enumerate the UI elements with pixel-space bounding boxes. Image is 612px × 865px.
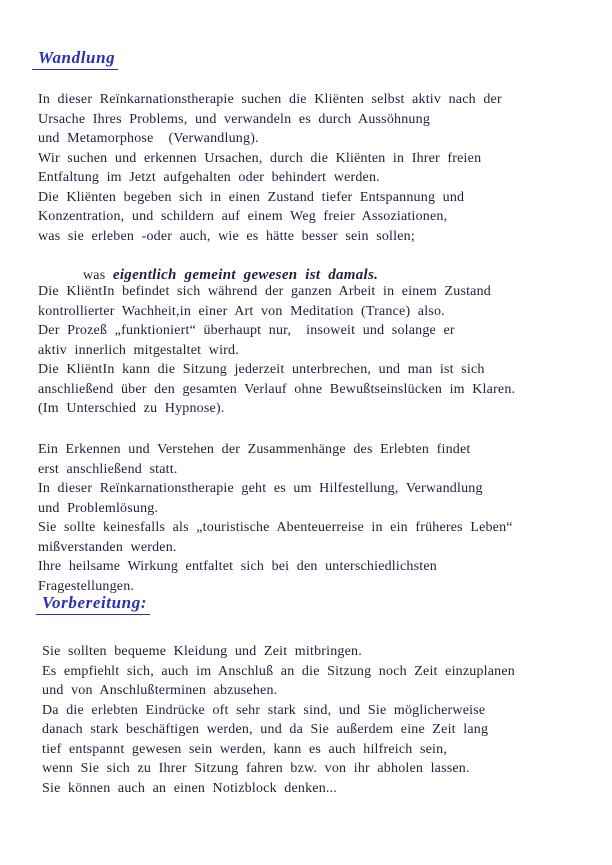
- text-line: Es empfiehlt sich, auch im Anschluß an die Sitzung noch Zeit einzuplanen: [42, 663, 515, 679]
- text-line: aktiv innerlich mitgestaltet wird.: [38, 342, 239, 358]
- emphasized-text: eigentlich gemeint gewesen ist damals.: [112, 266, 379, 283]
- text-line: Konzentration, und schildern auf einem Weg freier Assoziationen,: [38, 209, 448, 224]
- text-line: In dieser Reïnkarnationstherapie suchen die Kliënten selbst aktiv nach der: [38, 92, 502, 107]
- text-line: Die KliëntIn befindet sich während der ganzen Arbeit in einem Zustand: [38, 284, 492, 299]
- text-line: danach stark beschäftigen werden, und da Sie außerdem eine Zeit lang: [42, 722, 489, 737]
- text-line: Fragestellungen.: [38, 578, 135, 594]
- text-line: Die KliëntIn kann die Sitzung jederzeit unterbrechen, und man ist sich: [38, 362, 485, 377]
- text-line: Ein Erkennen und Verstehen der Zusammenhänge des Erlebten findet: [38, 442, 471, 457]
- text-line: und Problemlösung.: [38, 500, 159, 516]
- text-line: Die Kliënten begeben sich in einen Zustand tiefer Entspannung und: [38, 189, 465, 205]
- text-run: was: [83, 267, 113, 283]
- text-line: Ihre heilsame Wirkung entfaltet sich bei den unterschiedlichsten: [38, 559, 437, 574]
- text-line: Ursache Ihres Problems, und verwandeln es durch Aussöhnung: [38, 111, 431, 127]
- text-line: Sie sollte keinesfalls als „touristische Abenteuerreise in ein früheres Leben“: [38, 520, 513, 535]
- paragraph-intro: [38, 90, 502, 283]
- paragraph-erkennen: [38, 440, 513, 596]
- paragraph-vorbereitung: [42, 642, 515, 798]
- text-line: erst anschließend statt.: [38, 461, 178, 477]
- text-line-emphasized: [38, 246, 502, 283]
- section-heading-wandlung[interactable]: [32, 47, 118, 70]
- paragraph-trance: [38, 282, 515, 419]
- text-line: kontrollierter Wachheit,in einer Art von Meditation (Trance) also.: [38, 303, 445, 319]
- text-line: Der Prozeß „funktioniert“ überhaupt nur, insoweit und solange er: [38, 323, 455, 338]
- text-line: was sie erleben -oder auch, wie es hätte besser sein sollen;: [38, 228, 415, 244]
- section-heading-vorbereitung[interactable]: [36, 592, 150, 615]
- text-line: und von Anschlußterminen abzusehen.: [42, 683, 278, 698]
- text-line: Wir suchen und erkennen Ursachen, durch die Kliënten in Ihrer freien: [38, 150, 482, 166]
- text-line: Sie sollten bequeme Kleidung und Zeit mitbringen.: [42, 644, 362, 659]
- text-line: (Im Unterschied zu Hypnose).: [38, 401, 225, 416]
- text-line: wenn Sie sich zu Ihrer Sitzung fahren bzw. von ihr abholen lassen.: [42, 761, 470, 776]
- text-line: mißverstanden werden.: [38, 539, 177, 555]
- text-line: In dieser Reïnkarnationstherapie geht es um Hilfestellung, Verwandlung: [38, 481, 483, 496]
- text-line: tief entspannt gewesen sein werden, kann es auch hilfreich sein,: [42, 741, 448, 757]
- text-line: anschließend über den gesamten Verlauf ohne Bewußtseinslücken im Klaren.: [38, 381, 516, 397]
- text-line: Entfaltung im Jetzt aufgehalten oder behindert werden.: [38, 170, 380, 185]
- text-line: Sie können auch an einen Notizblock denken...: [42, 780, 337, 796]
- heading-label: Vorbereitung:: [36, 592, 150, 615]
- text-line: Da die erlebten Eindrücke oft sehr stark sind, und Sie möglicherweise: [42, 702, 486, 718]
- heading-label: Wandlung: [32, 47, 118, 70]
- text-line: und Metamorphose (Verwandlung).: [38, 131, 259, 146]
